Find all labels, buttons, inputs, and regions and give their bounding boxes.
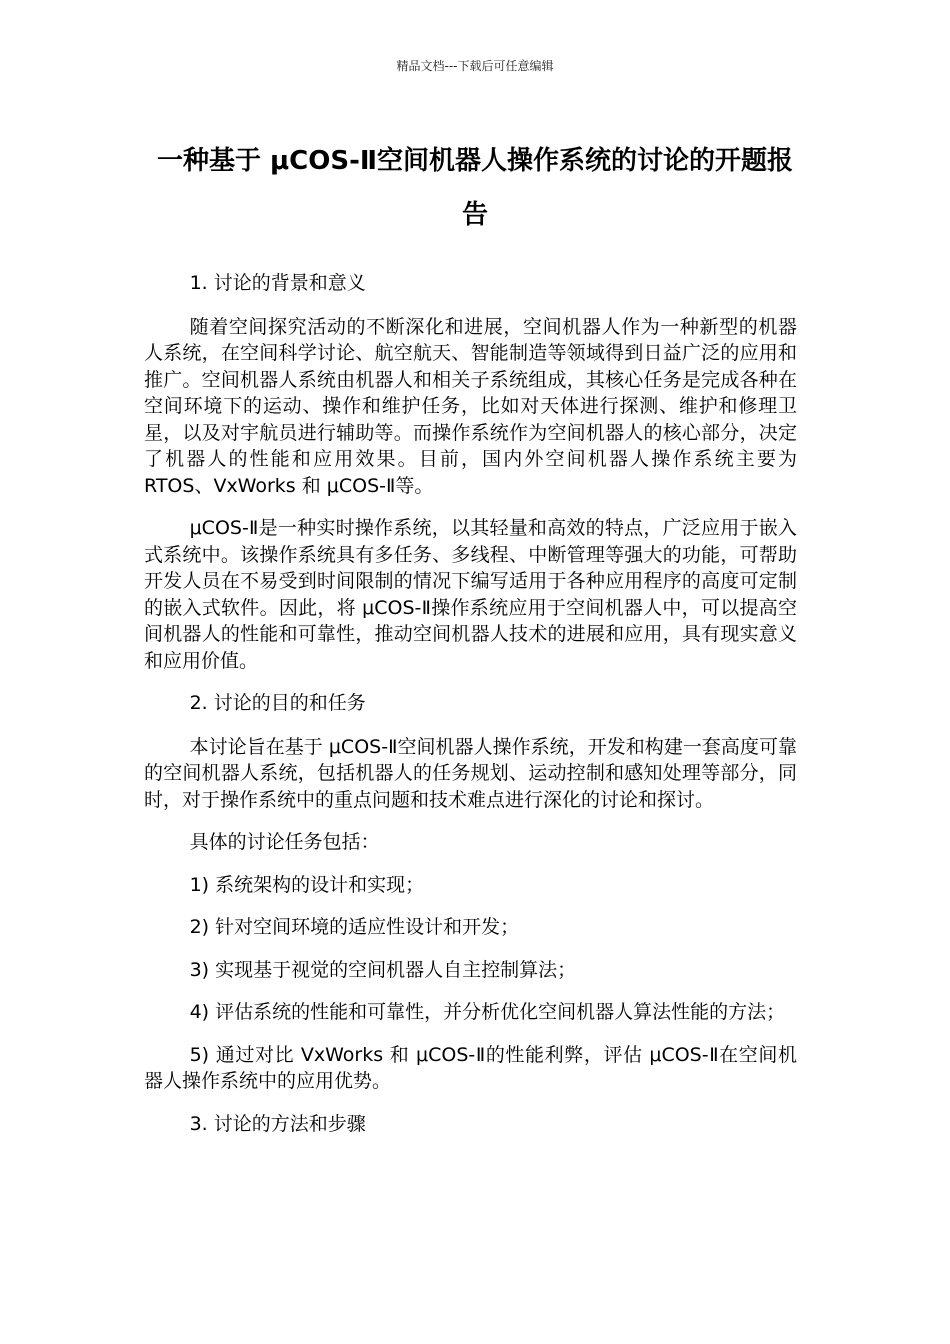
section-2-heading: 2. 讨论的目的和任务: [189, 692, 366, 714]
section-2-paragraph-1: 本讨论旨在基于 μCOS-Ⅱ空间机器人操作系统，开发和构建一套高度可靠的空间机器人系统，包括机器人的任务规划、运动控制和感知处理等部分，同时，对于操作系统中的重点问题和技术难点进行深化的讨论和探讨。: [144, 735, 797, 811]
section-1-paragraph-2: μCOS-Ⅱ是一种实时操作系统，以其轻量和高效的特点，广泛应用于嵌入式系统中。该操作系统具有多任务、多线程、中断管理等强大的功能，可帮助开发人员在不易受到时间限制的情况下编写适用于各种应用程序的高度可定制的嵌入式软件。因此，将 μCOS-Ⅱ操作系统应用于空间机器人中，可以提高空间机器人的性能和可靠性，推动空间机器人技术的进展和应用，具有现实意义和应用价值。: [144, 517, 797, 672]
document-title: 一种基于 μCOS-Ⅱ空间机器人操作系统的讨论的开题报告: [156, 146, 793, 230]
task-item-3: 3) 实现基于视觉的空间机器人自主控制算法；: [189, 958, 577, 981]
task-item-4: 4) 评估系统的性能和可靠性，并分析优化空间机器人算法性能的方法；: [189, 1001, 786, 1023]
section-2-paragraph-2: 具体的讨论任务包括：: [189, 831, 380, 853]
task-item-1: 1) 系统架构的设计和实现；: [189, 873, 425, 896]
section-1-paragraph-1: 随着空间探究活动的不断深化和进展，空间机器人作为一种新型的机器人系统，在空间科学讨论、航空航天、智能制造等领域得到日益广泛的应用和推广。空间机器人系统由机器人和相关子系统组成，其核心任务是完成各种在空间环境下的运动、操作和维护任务，比如对天体进行探测、维护和修理卫星，以及对宇航员进行辅助等。而操作系统作为空间机器人的核心部分，决定了机器人的性能和应用效果。目前，国内外空间机器人操作系统主要为 RTOS、VxWorks 和 μCOS-Ⅱ等。: [144, 315, 797, 497]
section-3-heading: 3. 讨论的方法和步骤: [189, 1112, 366, 1135]
section-1-heading: 1. 讨论的背景和意义: [189, 272, 366, 294]
task-item-2: 2) 针对空间环境的适应性设计和开发；: [189, 916, 520, 938]
document-body: [144, 270, 797, 1154]
header-note: 精品文档---下载后可任意编辑: [396, 59, 554, 73]
task-item-5: 5) 通过对比 VxWorks 和 μCOS-Ⅱ的性能利弊，评估 μCOS-Ⅱ在空间机器人操作系统中的应用优势。: [144, 1043, 797, 1092]
